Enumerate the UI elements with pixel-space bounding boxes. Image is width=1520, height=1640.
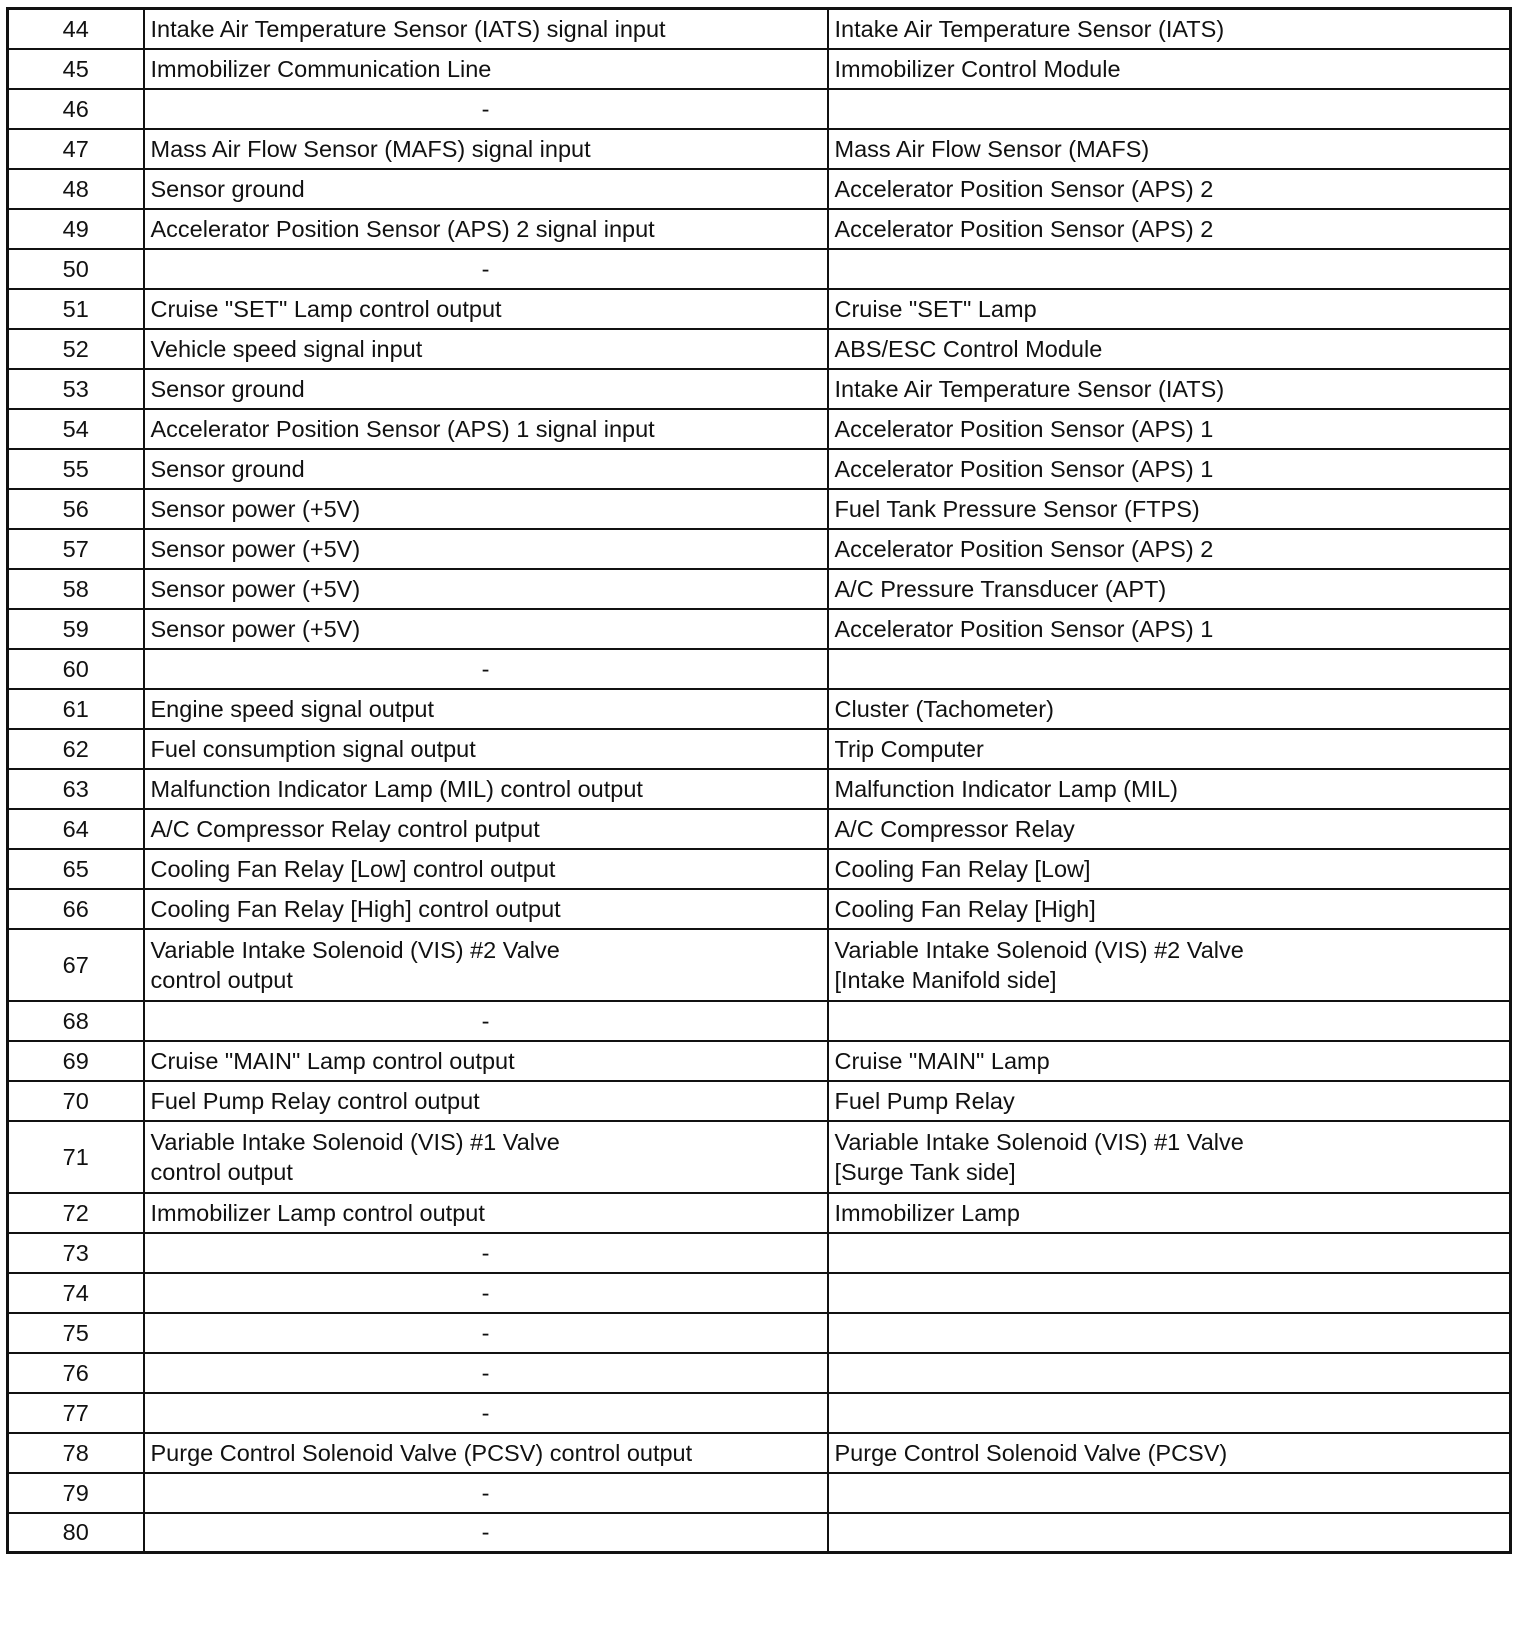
connected-to-cell: Accelerator Position Sensor (APS) 2 xyxy=(828,209,1511,249)
pin-number-cell: 52 xyxy=(8,329,144,369)
table-row xyxy=(8,89,1511,129)
table-row xyxy=(8,729,1511,769)
pin-description-cell: Immobilizer Lamp control output xyxy=(144,1193,828,1233)
pin-number-cell: 68 xyxy=(8,1001,144,1041)
table-row xyxy=(8,1433,1511,1473)
table-row xyxy=(8,649,1511,689)
table-row xyxy=(8,9,1511,49)
table-row xyxy=(8,569,1511,609)
pin-description-cell: Variable Intake Solenoid (VIS) #2 Valve control output xyxy=(144,929,828,1001)
connected-to-cell: Intake Air Temperature Sensor (IATS) xyxy=(828,369,1511,409)
connected-to-cell xyxy=(828,1473,1511,1513)
pin-number-cell: 67 xyxy=(8,929,144,1001)
pin-number-cell: 48 xyxy=(8,169,144,209)
pin-number-cell: 46 xyxy=(8,89,144,129)
connected-to-cell: Trip Computer xyxy=(828,729,1511,769)
connected-to-cell: Fuel Tank Pressure Sensor (FTPS) xyxy=(828,489,1511,529)
table-row xyxy=(8,129,1511,169)
table-row xyxy=(8,289,1511,329)
connected-to-cell: Cruise "SET" Lamp xyxy=(828,289,1511,329)
pin-number-cell: 64 xyxy=(8,809,144,849)
pin-description-cell: A/C Compressor Relay control putput xyxy=(144,809,828,849)
table-row xyxy=(8,1233,1511,1273)
pin-description-cell: - xyxy=(144,1473,828,1513)
connected-to-cell: Fuel Pump Relay xyxy=(828,1081,1511,1121)
table-row xyxy=(8,1193,1511,1233)
connected-to-cell xyxy=(828,1353,1511,1393)
pin-description-cell: Malfunction Indicator Lamp (MIL) control output xyxy=(144,769,828,809)
connected-to-cell xyxy=(828,89,1511,129)
table-row xyxy=(8,329,1511,369)
connected-to-cell: Cooling Fan Relay [High] xyxy=(828,889,1511,929)
table-row xyxy=(8,409,1511,449)
pin-number-cell: 77 xyxy=(8,1393,144,1433)
pin-description-cell: Cruise "MAIN" Lamp control output xyxy=(144,1041,828,1081)
pin-description-cell: Vehicle speed signal input xyxy=(144,329,828,369)
table-row xyxy=(8,609,1511,649)
table-row xyxy=(8,489,1511,529)
pin-number-cell: 45 xyxy=(8,49,144,89)
pin-number-cell: 78 xyxy=(8,1433,144,1473)
pin-description-cell: Sensor ground xyxy=(144,449,828,489)
pin-description-cell: Immobilizer Communication Line xyxy=(144,49,828,89)
connected-to-cell xyxy=(828,649,1511,689)
pin-number-cell: 79 xyxy=(8,1473,144,1513)
pin-number-cell: 75 xyxy=(8,1313,144,1353)
connected-to-cell: Variable Intake Solenoid (VIS) #2 Valve [Intake Manifold side] xyxy=(828,929,1511,1001)
pin-description-cell: - xyxy=(144,1353,828,1393)
table-row xyxy=(8,889,1511,929)
connected-to-cell xyxy=(828,249,1511,289)
connected-to-cell: A/C Pressure Transducer (APT) xyxy=(828,569,1511,609)
pin-description-cell: - xyxy=(144,649,828,689)
pin-number-cell: 63 xyxy=(8,769,144,809)
pin-number-cell: 49 xyxy=(8,209,144,249)
connected-to-cell: Mass Air Flow Sensor (MAFS) xyxy=(828,129,1511,169)
pin-description-cell: - xyxy=(144,1393,828,1433)
pin-description-cell: Accelerator Position Sensor (APS) 1 signal input xyxy=(144,409,828,449)
pin-number-cell: 70 xyxy=(8,1081,144,1121)
pin-number-cell: 56 xyxy=(8,489,144,529)
pin-number-cell: 44 xyxy=(8,9,144,49)
table-row xyxy=(8,449,1511,489)
pin-number-cell: 65 xyxy=(8,849,144,889)
connected-to-cell xyxy=(828,1513,1511,1553)
connected-to-cell xyxy=(828,1393,1511,1433)
connected-to-cell: ABS/ESC Control Module xyxy=(828,329,1511,369)
connected-to-cell: Accelerator Position Sensor (APS) 1 xyxy=(828,449,1511,489)
table-row xyxy=(8,1001,1511,1041)
pin-description-cell: - xyxy=(144,249,828,289)
pin-number-cell: 58 xyxy=(8,569,144,609)
table-row xyxy=(8,249,1511,289)
table-row xyxy=(8,929,1511,1001)
table-row xyxy=(8,1313,1511,1353)
connected-to-cell xyxy=(828,1001,1511,1041)
connected-to-cell: Accelerator Position Sensor (APS) 1 xyxy=(828,409,1511,449)
pin-number-cell: 73 xyxy=(8,1233,144,1273)
pin-description-cell: - xyxy=(144,1273,828,1313)
pin-description-cell: Sensor ground xyxy=(144,369,828,409)
connected-to-cell: Immobilizer Lamp xyxy=(828,1193,1511,1233)
pin-description-cell: Intake Air Temperature Sensor (IATS) signal input xyxy=(144,9,828,49)
pin-description-cell: Fuel Pump Relay control output xyxy=(144,1081,828,1121)
pin-description-cell: - xyxy=(144,1513,828,1553)
table-row xyxy=(8,1273,1511,1313)
pin-number-cell: 62 xyxy=(8,729,144,769)
table-row xyxy=(8,369,1511,409)
pin-number-cell: 53 xyxy=(8,369,144,409)
connected-to-cell: Accelerator Position Sensor (APS) 2 xyxy=(828,169,1511,209)
pin-description-cell: Fuel consumption signal output xyxy=(144,729,828,769)
pin-description-cell: Cooling Fan Relay [High] control output xyxy=(144,889,828,929)
pin-description-cell: - xyxy=(144,1001,828,1041)
pin-table-body xyxy=(8,9,1511,1553)
table-row xyxy=(8,809,1511,849)
pin-number-cell: 57 xyxy=(8,529,144,569)
pin-description-cell: Sensor power (+5V) xyxy=(144,489,828,529)
connected-to-cell: Accelerator Position Sensor (APS) 2 xyxy=(828,529,1511,569)
connected-to-cell: A/C Compressor Relay xyxy=(828,809,1511,849)
table-row xyxy=(8,849,1511,889)
connected-to-cell: Variable Intake Solenoid (VIS) #1 Valve [Surge Tank side] xyxy=(828,1121,1511,1193)
pin-number-cell: 76 xyxy=(8,1353,144,1393)
pin-number-cell: 80 xyxy=(8,1513,144,1553)
connected-to-cell: Cruise "MAIN" Lamp xyxy=(828,1041,1511,1081)
table-row xyxy=(8,209,1511,249)
table-row xyxy=(8,1393,1511,1433)
pin-number-cell: 72 xyxy=(8,1193,144,1233)
pin-description-cell: - xyxy=(144,89,828,129)
table-row xyxy=(8,49,1511,89)
pin-description-cell: Mass Air Flow Sensor (MAFS) signal input xyxy=(144,129,828,169)
pin-description-cell: Variable Intake Solenoid (VIS) #1 Valve control output xyxy=(144,1121,828,1193)
table-row xyxy=(8,769,1511,809)
pin-description-cell: Sensor power (+5V) xyxy=(144,609,828,649)
table-row xyxy=(8,1081,1511,1121)
pin-number-cell: 50 xyxy=(8,249,144,289)
pin-number-cell: 60 xyxy=(8,649,144,689)
table-row xyxy=(8,169,1511,209)
pin-table xyxy=(6,7,1512,1554)
connected-to-cell xyxy=(828,1233,1511,1273)
table-row xyxy=(8,1473,1511,1513)
connected-to-cell: Cluster (Tachometer) xyxy=(828,689,1511,729)
pin-description-cell: Accelerator Position Sensor (APS) 2 signal input xyxy=(144,209,828,249)
table-row xyxy=(8,1353,1511,1393)
pin-number-cell: 69 xyxy=(8,1041,144,1081)
pin-description-cell: - xyxy=(144,1233,828,1273)
pin-number-cell: 59 xyxy=(8,609,144,649)
pin-description-cell: Engine speed signal output xyxy=(144,689,828,729)
pin-description-cell: Purge Control Solenoid Valve (PCSV) control output xyxy=(144,1433,828,1473)
table-row xyxy=(8,1041,1511,1081)
table-row xyxy=(8,689,1511,729)
pin-description-cell: Sensor ground xyxy=(144,169,828,209)
pin-number-cell: 74 xyxy=(8,1273,144,1313)
pin-number-cell: 51 xyxy=(8,289,144,329)
connected-to-cell: Intake Air Temperature Sensor (IATS) xyxy=(828,9,1511,49)
table-row xyxy=(8,1121,1511,1193)
pin-number-cell: 61 xyxy=(8,689,144,729)
pin-description-cell: Cruise "SET" Lamp control output xyxy=(144,289,828,329)
connected-to-cell: Malfunction Indicator Lamp (MIL) xyxy=(828,769,1511,809)
pin-description-cell: Cooling Fan Relay [Low] control output xyxy=(144,849,828,889)
pin-description-cell: Sensor power (+5V) xyxy=(144,529,828,569)
connected-to-cell xyxy=(828,1273,1511,1313)
pin-number-cell: 71 xyxy=(8,1121,144,1193)
pin-number-cell: 47 xyxy=(8,129,144,169)
pin-number-cell: 54 xyxy=(8,409,144,449)
connected-to-cell: Purge Control Solenoid Valve (PCSV) xyxy=(828,1433,1511,1473)
connected-to-cell: Immobilizer Control Module xyxy=(828,49,1511,89)
connected-to-cell: Cooling Fan Relay [Low] xyxy=(828,849,1511,889)
table-row xyxy=(8,529,1511,569)
pin-description-cell: Sensor power (+5V) xyxy=(144,569,828,609)
pin-number-cell: 55 xyxy=(8,449,144,489)
pin-number-cell: 66 xyxy=(8,889,144,929)
pin-description-cell: - xyxy=(144,1313,828,1353)
connected-to-cell: Accelerator Position Sensor (APS) 1 xyxy=(828,609,1511,649)
table-row xyxy=(8,1513,1511,1553)
connected-to-cell xyxy=(828,1313,1511,1353)
